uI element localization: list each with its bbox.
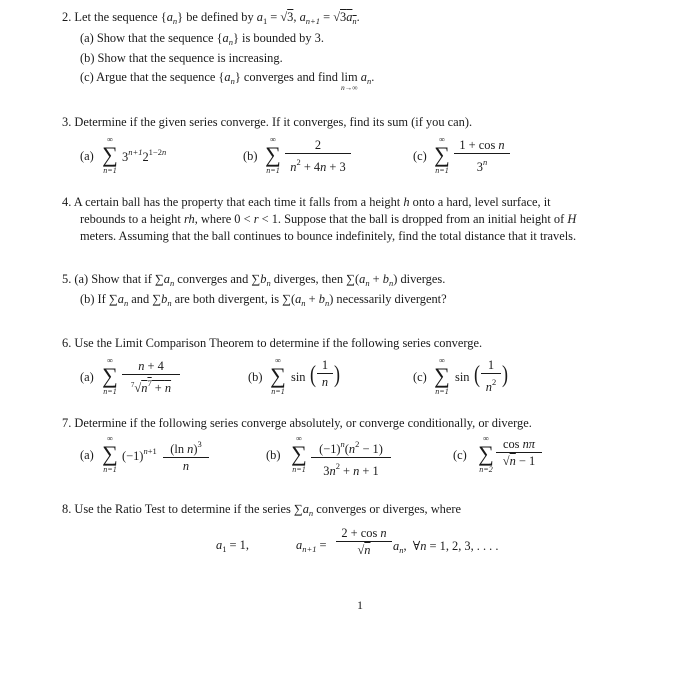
p6-b-label: (b): [248, 370, 263, 384]
p6-c-label: (c): [413, 370, 427, 384]
problem-2-a: (a) Show that the sequence $\{a_n\}$ is bounded by 3.: [80, 31, 324, 47]
problem-2-c: (c) Argue that the sequence $\{a_n\}$ converges and find lim n→∞ $a_n$.: [80, 70, 375, 92]
sum-symbol: ∞ ∑ n=1: [434, 356, 450, 396]
problem-5-a: 5. (a) Show that if $\sum a_n$ converges and $\sum b_n$ diverges, then $\sum(a_n + b_n)$ diverges.: [62, 272, 446, 288]
p6-b-fn: sin: [291, 370, 306, 384]
p6-a-label: (a): [80, 370, 94, 384]
p6-b-fraction: $\frac{1}{n}$: [317, 358, 333, 389]
left-paren: (: [310, 362, 316, 388]
right-paren: ): [334, 362, 340, 388]
sum-symbol: ∞ ∑ n=2: [478, 434, 494, 474]
p7-c-fraction: $\frac{\text{cos nπ}}{√n - 1}$: [496, 437, 542, 468]
right-paren: ): [502, 362, 508, 388]
problem-2-stem: 2. Let the sequence $\{a_n\}$ be defined by $a_1 = √3$, $a_{n+1} = √3a_n$.: [62, 10, 360, 26]
p8-tail: $a_n$, ∀n = 1, 2, 3, . . . .: [393, 539, 499, 555]
sum-symbol: ∞ ∑ n=1: [270, 356, 286, 396]
problem-6-text: 6. Use the Limit Comparison Theorem to determine if the following series converge.: [62, 336, 483, 350]
problem-7-text: 7. Determine if the following series converge absolutely, or converge conditionally, or diverge.: [62, 416, 532, 430]
page-number: 1: [357, 598, 363, 612]
left-paren: (: [474, 362, 480, 388]
p3-b-label: (b): [243, 149, 258, 163]
sum-symbol: ∞ ∑ n=1: [102, 135, 118, 175]
p7-a-label: (a): [80, 448, 94, 462]
problem-8-text: 8. Use the Ratio Test to determine if the series $\sum a_n$ converges or diverges, where: [62, 502, 461, 518]
p6-c-fn: sin: [455, 370, 470, 384]
p8-recurrence-lhs: $a_{n+1}$ =: [296, 538, 327, 554]
problem-4-line-3: meters. Assuming that the ball continues to bounce indefinitely, find the total distance that it travels.: [80, 229, 577, 243]
p8-a1: $a_1 = 1$,: [216, 538, 249, 554]
problem-4-line-2: rebounds to a height rh, where 0 < r < 1. Suppose that the ball is dropped from an initial height of H: [80, 212, 577, 226]
sum-symbol: ∞ ∑ n=1: [102, 434, 118, 474]
p7-b-fraction: $\frac{(-1)^n(n^2 - 1)}{3n^2 + n + 1}$: [311, 437, 391, 478]
p7-b-label: (b): [266, 448, 281, 462]
p8-fraction: $\frac{\text{2 + cos n}}{√n}$: [336, 526, 392, 557]
sum-symbol: ∞ ∑ n=1: [102, 356, 118, 396]
problem-5-b: (b) If $\sum a_n$ and $\sum b_n$ are both divergent, is $\sum(a_n + b_n)$ necessarily divergent?: [80, 292, 447, 308]
p7-c-label: (c): [453, 448, 467, 462]
p3-a-term: $3^{n+1}2^{1-2n}$: [122, 147, 167, 164]
sum-symbol: ∞ ∑ n=1: [291, 434, 307, 474]
sum-symbol: ∞ ∑ n=1: [434, 135, 450, 175]
problem-3-text: 3. Determine if the given series converge. If it converges, find its sum (if you can).: [62, 115, 473, 129]
p3-c-label: (c): [413, 149, 427, 163]
p3-c-fraction: $\frac{\text{1 + cos n}}{3^n}$: [454, 138, 510, 174]
p7-a-sign: $(-1)^{n+1}$: [122, 446, 157, 463]
p3-b-fraction: $\frac{2}{n^2 + 4n + 3}$: [285, 138, 351, 174]
problem-2-b: (b) Show that the sequence is increasing.: [80, 51, 283, 65]
p3-a-label: (a): [80, 149, 94, 163]
p7-a-fraction: $\frac{(\ln n)^3}{n}$: [163, 437, 209, 473]
sum-symbol: ∞ ∑ n=1: [265, 135, 281, 175]
problem-4-line-1: 4. A certain ball has the property that each time it falls from a height h onto a hard, level surface, it: [62, 195, 551, 209]
p6-c-fraction: $\frac{1}{n^2}$: [481, 358, 501, 394]
p6-a-fraction: $\frac{n + 4}{^7√n^7 + n}$: [122, 359, 180, 395]
